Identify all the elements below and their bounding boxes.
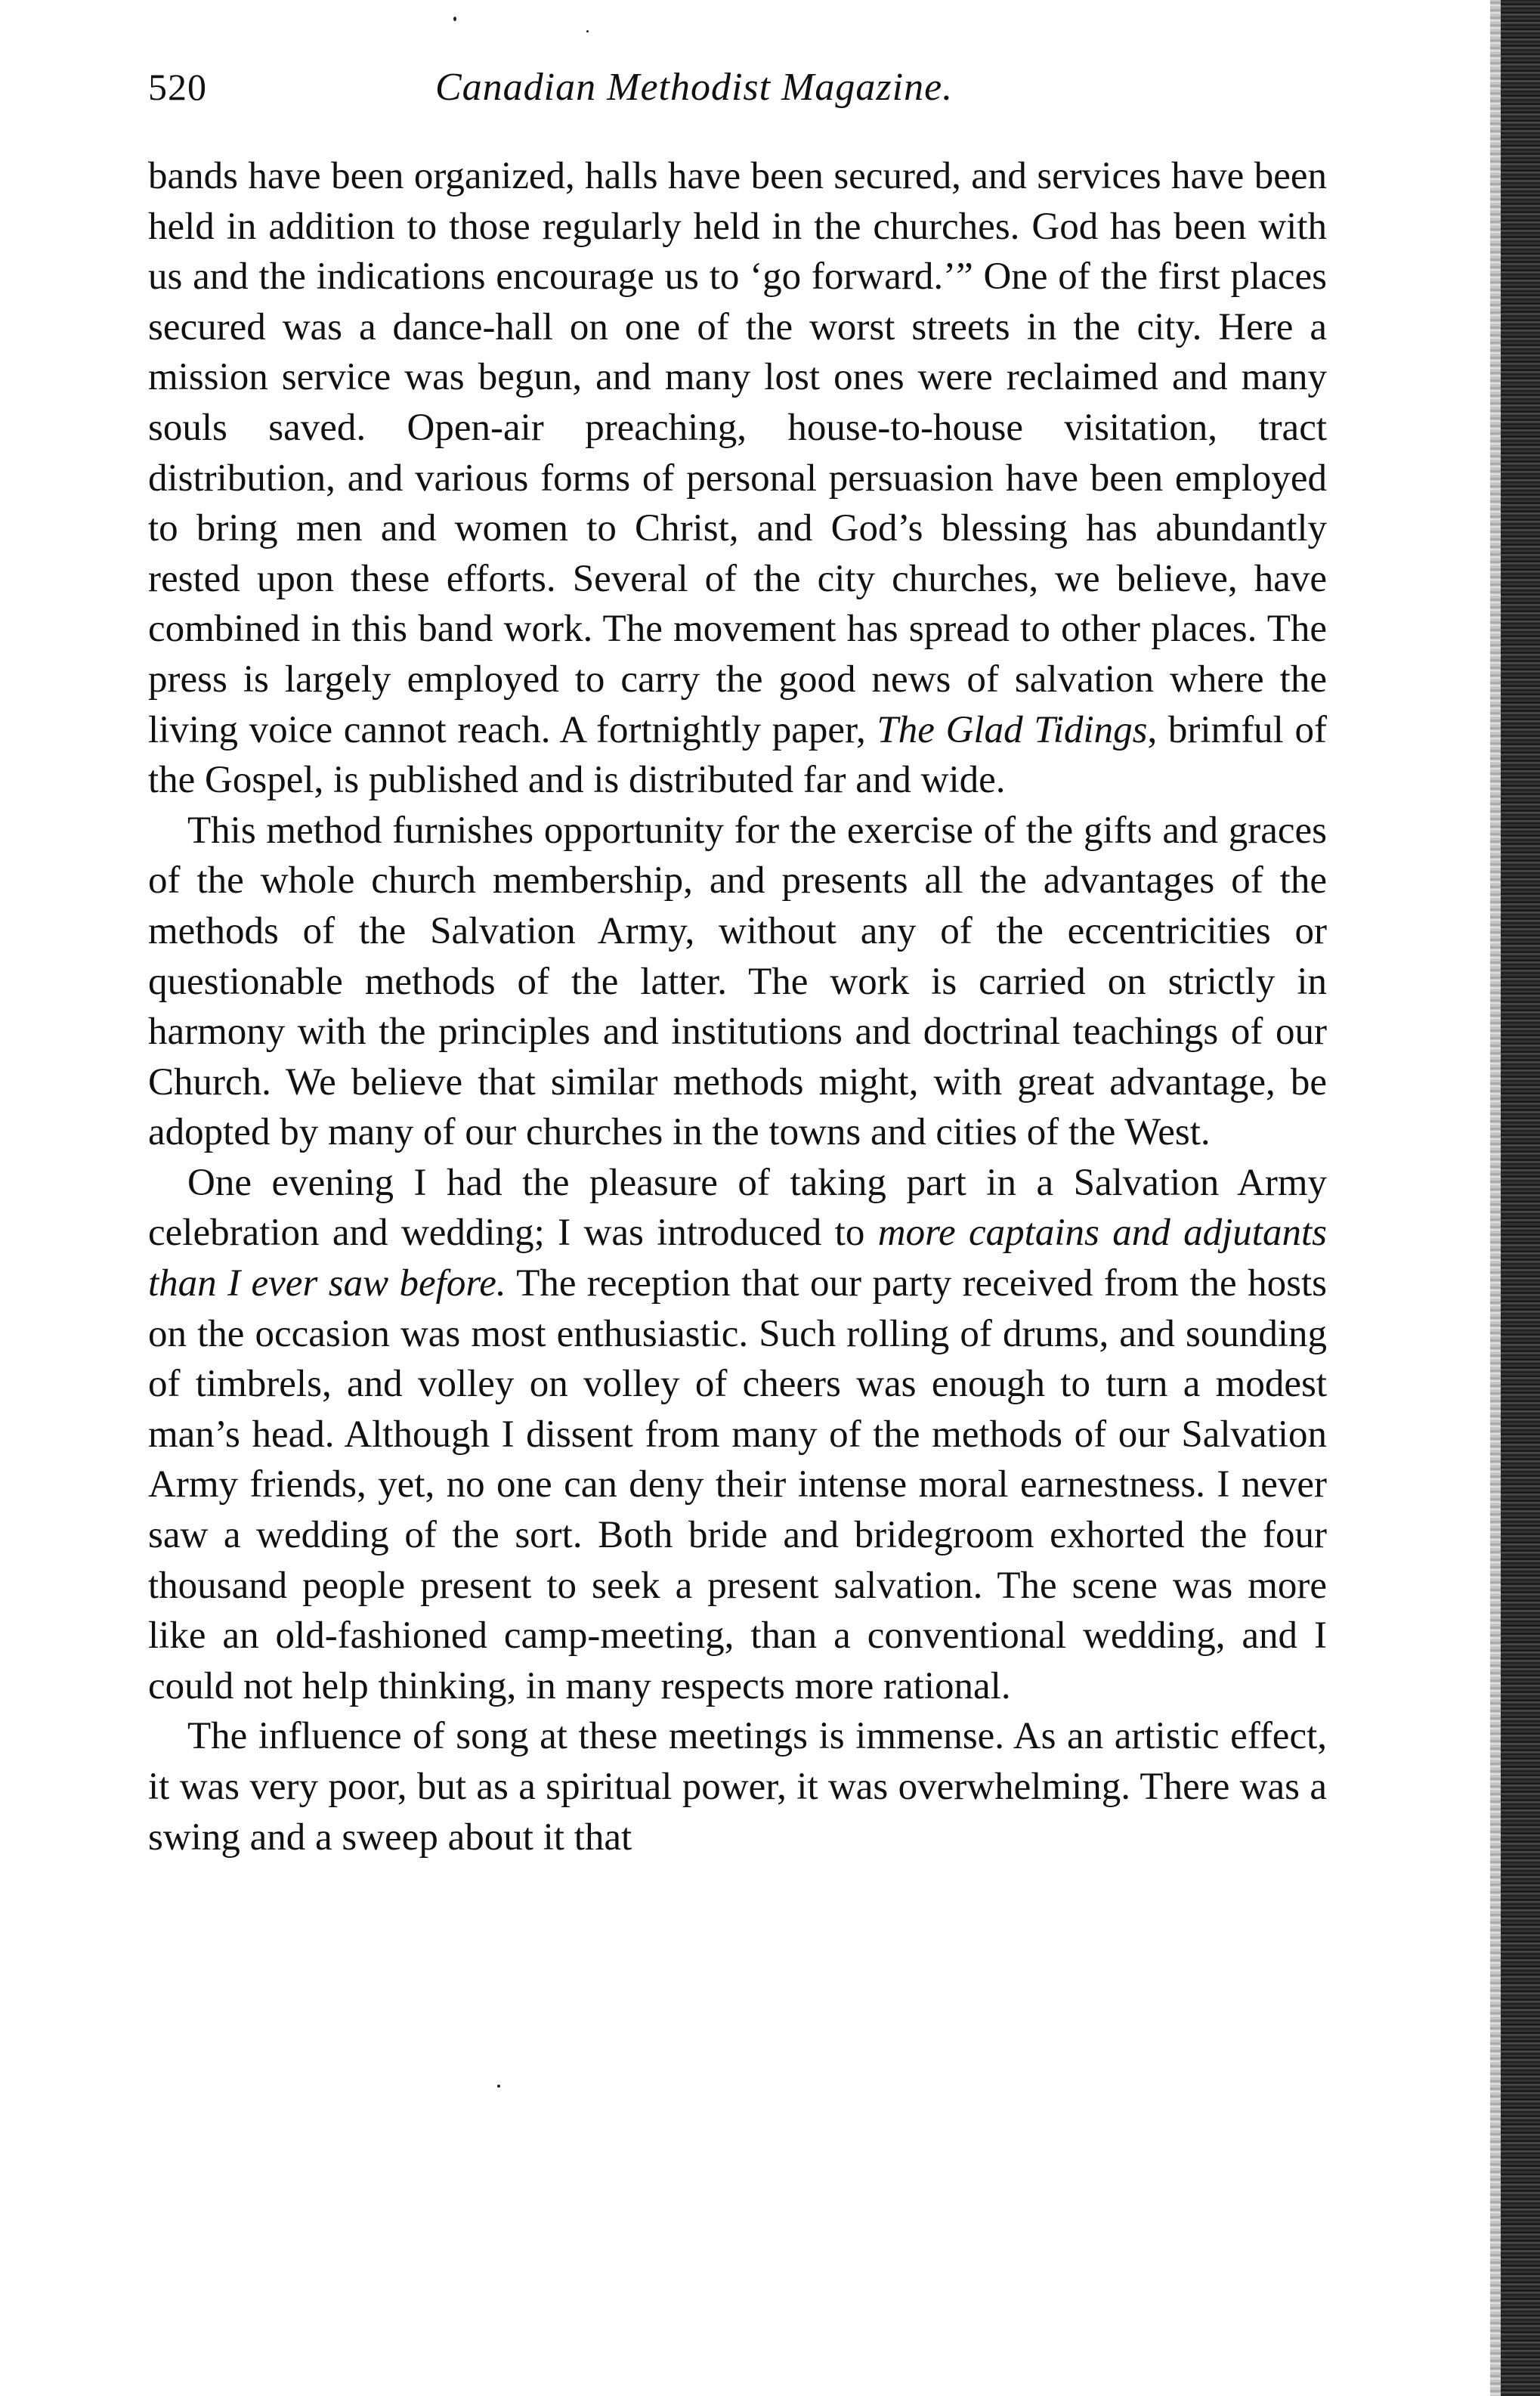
paragraph-3-italic-phrase: more captains and adjutants than I ever saw before. — [148, 1212, 1327, 1305]
page-edge-strip — [1501, 0, 1540, 2396]
paragraph-1 — [148, 151, 1327, 806]
paragraph-3-text-end: The reception that our party received from the hosts on the occasion was most enthusiastic. Such rolling of drums, and sounding of timbrels, and volley on volley of cheers was enough to turn a modest man’s head. Although I dissent from many of the methods of our Salvation Army friends, yet, no one can deny their intense moral earnestness. I never saw a wedding of the sort. Both bride and bridegroom exhorted the four thousand people present to seek a present salvation. The scene was more like an old-fashioned camp-meeting, than a conventional wedding, and I could not help thinking, in many respects more rational. — [148, 1262, 1327, 1707]
page-header — [148, 65, 1327, 125]
scan-speck — [586, 30, 589, 33]
paragraph-1-text: bands have been organized, halls have been secured, and services have been held in addition to those regularly held in the churches. God has been with us and the indications encourage us to ‘go forward.’” One of the first places secured was a dance-hall on one of the worst streets in the city. Here a mission service was begun, and many lost ones were reclaimed and many souls saved. Open-air preaching, house-to-house visitation, tract distribution, and various forms of personal persuasion have been employed to bring men and women to Christ, and God’s blessing has abundantly rested upon these efforts. Several of the city churches, we believe, have combined in this band work. The movement has spread to other places. The press is largely employed to carry the good news of salvation where the living voice cannot reach. A fortnightly paper, — [148, 155, 1327, 751]
paragraph-3 — [148, 1158, 1327, 1712]
scan-speck — [497, 2085, 500, 2088]
journal-title: The Glad Tidings — [877, 708, 1148, 751]
page-number: 520 — [148, 66, 207, 108]
paragraph-4: The influence of song at these meetings is immense. As an artistic effect, it was very poor, but as a spiritual power, it was overwhelming. There was a swing and a sweep about it that — [148, 1715, 1327, 1859]
body-text — [148, 151, 1327, 1862]
running-title: Canadian Methodist Magazine. — [435, 66, 954, 109]
binding-shadow — [1490, 0, 1501, 2396]
scan-speck — [453, 17, 456, 21]
paragraph-3-text: One evening I had the pleasure of taking part in a Salvation Army celebration and wedding; I was introduced to — [148, 1161, 1327, 1255]
paragraph-1-text-end: , brimful of the Gospel, is published and is distributed far and wide. — [148, 708, 1327, 802]
paragraph-2: This method furnishes opportunity for the exercise of the gifts and graces of the whole church membership, and presents all the advantages of the methods of the Salvation Army, without any of the eccentricities or questionable methods of the latter. The work is carried on strictly in harmony with the principles and institutions and doctrinal teachings of our Church. We believe that similar methods might, with great advantage, be adopted by many of our churches in the towns and cities of the West. — [148, 809, 1327, 1154]
